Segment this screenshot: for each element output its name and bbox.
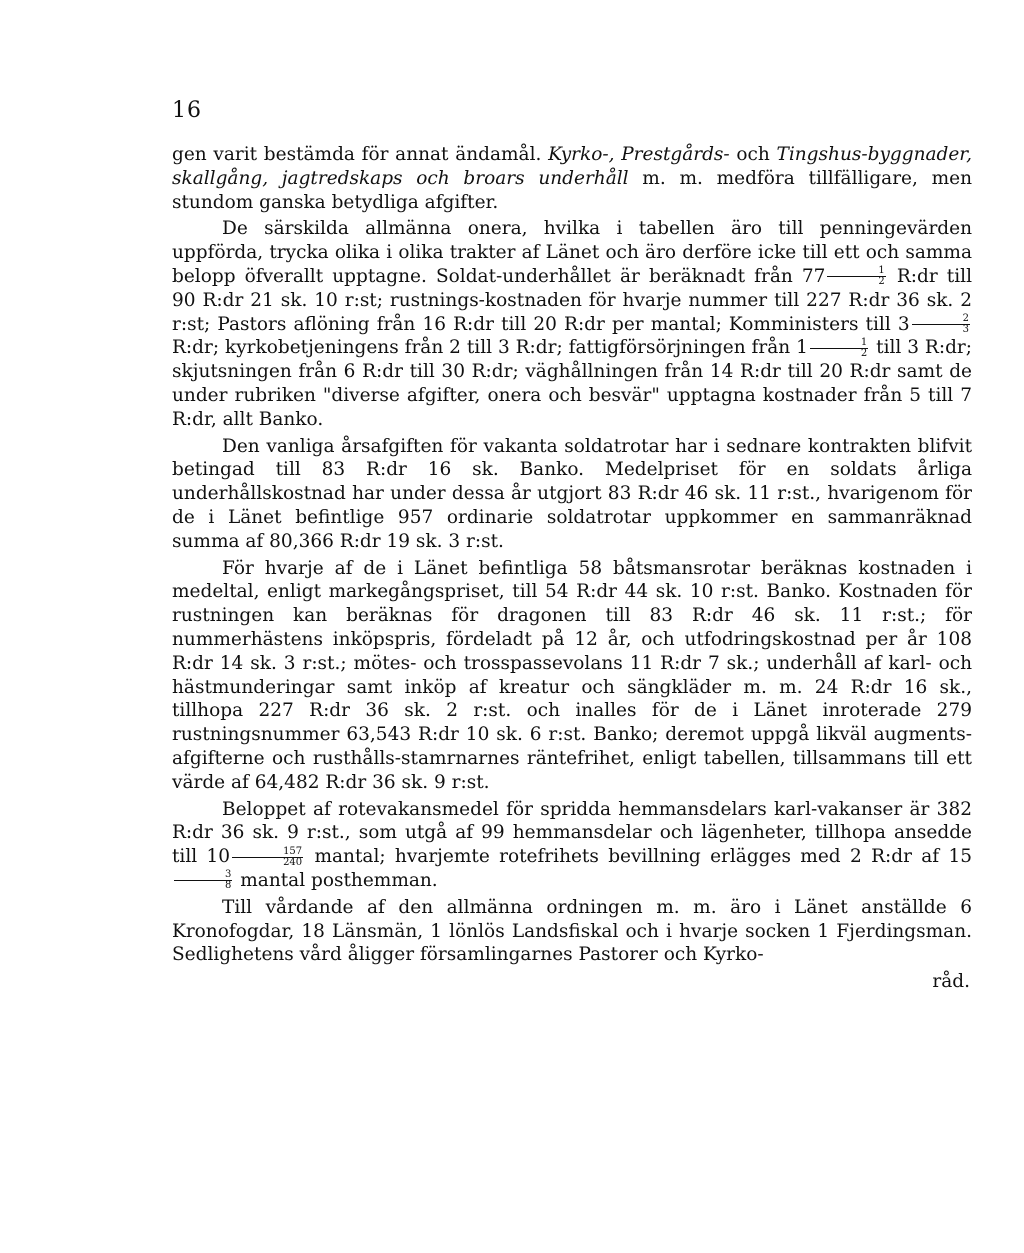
paragraph-p4: För hvarje af de i Länet befintliga 58 båtsmansrotar beräknas kostnaden i medeltal, enligt markegångspriset, till 54 R:dr 44 sk. 10 r:st. Banko. Kostnaden för rustningen kan beräknas för dragonen till 83 R:dr 46 sk. 11 r:st.; för nummerhästens inköpspris, fördeladt på 12 år, och utfodringskostnad per år 108 R:dr 14 sk. 3 r:st.; mötes- och trosspassevolans 11 R:dr 7 sk.; underhåll af karl- och hästmunderingar samt inköp af kreatur och sängkläder m. m. 24 R:dr 16 sk., tillhopa 227 R:dr 36 sk. 2 r:st. och inalles för de i Länet inroterade 279 rustningsnummer 63,543 R:dr 10 sk. 6 r:st. Banko; deremot uppgå likväl augments-afgifterne och rusthålls-stamrnarnes räntefrihet, enligt tabellen, tillsammans till ett värde af 64,482 R:dr 36 sk. 9 r:st. (172, 557, 972, 793)
italic-run: Tingshus-byggnader, skallgång, jagtredskaps och broars underhåll (172, 144, 973, 189)
fraction: $\frac{2}{3}$ (912, 314, 970, 335)
signoff-text: råd. (932, 971, 970, 993)
fraction: $\frac{1}{2}$ (827, 266, 885, 287)
paragraph-p6: Till vårdande af den allmänna ordningen m. m. äro i Länet anställde 6 Kronofogdar, 18 Länsmän, 1 lönlös Landsfiskal och i hvarje socken 1 Fjerdingsman. Sedlighetens vård åligger församlingarnes Pastorer och Kyrko- (172, 896, 972, 966)
page-number: 16 (172, 98, 202, 123)
fraction: $\frac{3}{8}$ (174, 870, 232, 891)
italic-run: Kyrko-, Prestgårds- (548, 144, 730, 165)
paragraph-p1: gen varit bestämda för annat ändamål. Kyrko-, Prestgårds- och Tingshus-byggnader, skallgång, jagtredskaps och broars underhåll m. m. medföra tillfälligare, men stundom ganska betydliga afgifter. (172, 144, 973, 213)
fraction: $\frac{157}{240}$ (232, 847, 303, 868)
paragraph-p5: Beloppet af rotevakansmedel för spridda hemmansdelars karl-vakanser är 382 R:dr 36 sk. 9 r:st., som utgå af 99 hemmansdelar och lägenheter, tillhopa ansedde till 10 $\frac{157}{240}$ mantal; hvarjemte rotefrihets bevillning erlägges med 2 R:dr af 15 $\frac{3}{8}$ mantal posthemman. (172, 798, 972, 892)
paragraph-list (172, 143, 972, 967)
paragraph-p3: Den vanliga årsafgiften för vakanta soldatrotar har i sednare kontrakten blifvit betingad till 83 R:dr 16 sk. Banko. Medelpriset för en soldats årliga underhållskostnad har under dessa år utgjort 83 R:dr 46 sk. 11 r:st., hvarigenom för de i Länet befintlige 957 ordinarie soldatrotar uppkommer en sammanräknad summa af 80,366 R:dr 19 sk. 3 r:st. (172, 435, 972, 552)
paragraph-p2: De särskilda allmänna onera, hvilka i tabellen äro till penningevärden uppförda, trycka olika i olika trakter af Länet och äro derföre icke till ett och samma belopp öfverallt upptagne. Soldat-underhållet är beräknadt från 77 $\frac{1}{2}$ R:dr till 90 R:dr 21 sk. 10 r:st; rustnings-kostnaden för hvarje nummer till 227 R:dr 36 sk. 2 r:st; Pastors aflöning från 16 R:dr till 20 R:dr per mantal; Komministers till 3 $\frac{2}{3}$ R:dr; kyrkobetjeningens från 2 till 3 R:dr; fattigförsörjningen från 1 $\frac{1}{2}$ till 3 R:dr; skjutsningen från 6 R:dr till 30 R:dr; väghållningen från 14 R:dr till 20 R:dr samt de under rubriken "diverse afgifter, onera och besvär" upptagna kostnader från 5 till 7 R:dr, allt Banko. (172, 218, 972, 430)
body-text (172, 143, 972, 994)
fraction: $\frac{1}{2}$ (810, 338, 868, 359)
